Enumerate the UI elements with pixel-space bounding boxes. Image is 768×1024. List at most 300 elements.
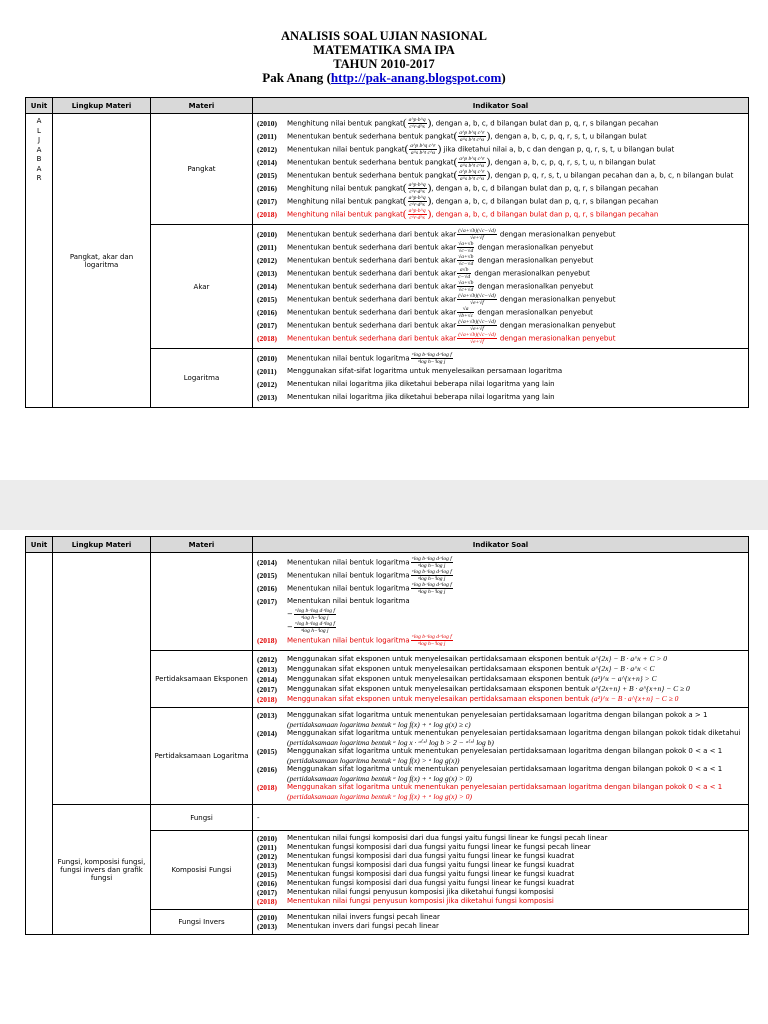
indicator-pre: Menentukan nilai bentuk logaritma (287, 354, 410, 363)
paren-close: ) (427, 208, 432, 220)
frac-num: (√a+√b)(√c−√d) (458, 228, 496, 234)
year-label: (2017) (257, 597, 277, 606)
indicator-text (287, 319, 744, 332)
table-row-fungsi (26, 805, 749, 831)
document-header (0, 0, 768, 85)
year-label: (2017) (257, 888, 277, 897)
log-fraction (294, 608, 336, 621)
indicator-pre: Menghitung nilai bentuk pangkat (287, 119, 403, 128)
formula-fraction (457, 280, 474, 293)
list-item (257, 208, 744, 221)
list-item (257, 852, 744, 861)
sub-dash: − (287, 610, 293, 618)
formula-fraction (408, 195, 427, 208)
list-item (257, 319, 744, 332)
header-author-line (0, 71, 768, 85)
table-row-pangkat (26, 114, 749, 225)
year-label: (2014) (257, 674, 277, 684)
frac-num: a√b (457, 267, 471, 274)
indicator-post: dengan merasionalkan penyebut (497, 295, 616, 304)
materi-cell-invers: Fungsi Invers (151, 910, 253, 935)
year-label: (2013) (257, 393, 277, 402)
indikator-cell-logaritma (253, 349, 749, 408)
paren-close: ) (427, 117, 432, 129)
indicator-post: dengan merasionalkan penyebut (475, 256, 594, 265)
list-item (257, 391, 744, 404)
inequality-formula: a^{2x} − B · a^x < C (591, 664, 655, 673)
list-item (257, 169, 744, 182)
indicator-text (287, 208, 744, 221)
indicator-pre: Menentukan bentuk sederhana dari bentuk akar (287, 256, 457, 265)
year-label: (2014) (257, 558, 277, 567)
indikator-cell-plog (253, 708, 749, 805)
list-item (257, 913, 744, 922)
year-label: (2018) (257, 334, 277, 343)
formula-fraction (408, 182, 427, 195)
year-label: (2017) (257, 684, 277, 694)
indicator-text: Menggunakan sifat logaritma untuk menentukan penyelesaian pertidaksamaan logaritma dengan bilangan pokok a > 1 (287, 711, 708, 719)
indicator-pre: Menghitung nilai bentuk pangkat (287, 197, 403, 206)
list-item-line-1 (257, 765, 744, 774)
indicator-text: Menggunakan sifat logaritma untuk menentukan penyelesaian pertidaksamaan logaritma dengan bilangan pokok 0 < a < 1 (287, 747, 723, 755)
frac-den: a^s b^t c^u (459, 137, 484, 143)
indicator-post: dengan merasionalkan penyebut (497, 230, 616, 239)
formula-fraction (408, 208, 427, 221)
materi-cell-eksponen: Pertidaksamaan Eksponen (151, 651, 253, 708)
inequality-formula: (a²)^x − a^{x+n} > C (591, 674, 657, 683)
year-label: (2012) (257, 145, 277, 154)
frac-den: a^s b^t c^u (459, 176, 484, 182)
year-label: (2010) (257, 834, 277, 843)
frac-num: ᵃlog b·ᶜlog d·ᵉlog f (411, 569, 452, 575)
indicator-pre: Menentukan bentuk sederhana bentuk pangkat (287, 132, 454, 141)
indicator-text (287, 654, 744, 664)
year-label: (2016) (257, 184, 277, 193)
indicator-post: dengan merasionalkan penyebut (472, 269, 590, 278)
list-item (257, 879, 744, 888)
list-item-line-1 (257, 729, 744, 738)
year-label: (2013) (257, 922, 277, 931)
list-item (257, 195, 744, 208)
indicator-text (287, 870, 744, 879)
year-label: (2016) (257, 584, 277, 593)
frac-den: √e+√f (470, 326, 484, 332)
paren-close: ) (486, 156, 491, 168)
indicator-body: Menggunakan sifat eksponen untuk menyelesaikan pertidaksamaan eksponen bentuk (287, 655, 592, 663)
year-label: (2018) (257, 210, 277, 219)
paren-open: ( (453, 156, 458, 168)
materi-cell-fungsi: Fungsi (151, 805, 253, 831)
sub-dash: − (287, 623, 293, 631)
frac-den: ᵍlog h−ⁱlog j (418, 589, 446, 595)
frac-num: √a+√b (458, 241, 474, 247)
indicator-post: dengan merasionalkan penyebut (475, 282, 594, 291)
indicator-text (287, 254, 744, 267)
year-label: (2014) (257, 158, 277, 167)
list-item-line-2 (257, 738, 744, 747)
col-header-unit: Unit (26, 98, 53, 114)
formula-fraction (411, 634, 453, 647)
frac-den: c^r·d^s (409, 202, 425, 208)
formula-fraction (457, 293, 497, 306)
year-label: (2010) (257, 230, 277, 239)
year-label: (2017) (257, 321, 277, 330)
indicator-post: , dengan a, b, c, d bilangan bulat dan p, q, r, s bilangan pecahan (431, 210, 659, 219)
indicator-text (287, 634, 744, 647)
list-item-sub-1 (257, 608, 744, 621)
list-item (257, 182, 744, 195)
year-label: (2017) (257, 197, 277, 206)
indicator-body: Menggunakan sifat eksponen untuk menyelesaikan pertidaksamaan eksponen bentuk (287, 675, 592, 683)
year-label: (2016) (257, 879, 277, 888)
list-item (257, 130, 744, 143)
indicator-pre: Menentukan bentuk sederhana dari bentuk akar (287, 230, 457, 239)
indicator-text (287, 674, 744, 684)
list-item (257, 922, 744, 931)
indicator-post: dengan merasionalkan penyebut (497, 334, 616, 343)
frac-num: a^p·b^q (408, 208, 426, 214)
year-label: (2013) (257, 711, 277, 720)
indicator-text (287, 306, 744, 319)
list-item (257, 378, 744, 391)
frac-num: (√a+√b)(√c−√d) (458, 293, 496, 299)
list-item (257, 747, 744, 765)
list-item (257, 897, 744, 906)
materi-cell-plog: Pertidaksamaan Logaritma (151, 708, 253, 805)
indicator-text (287, 380, 744, 389)
indicator-body: Menentukan fungsi komposisi dari dua fungsi yaitu fungsi linear ke fungsi kuadrat (287, 852, 575, 860)
paren-close: ) (486, 130, 491, 142)
indicator-formula-line: (pertidaksamaan logaritma bentuk ᵃ log f(x) > ᵃ log g(x)) (287, 756, 460, 765)
list-item (257, 241, 744, 254)
frac-num: √a+√b (458, 280, 474, 286)
indikator-cell-fungsi: - (253, 805, 749, 831)
paren-close: ) (486, 169, 491, 181)
frac-num: a^p b^q c^r (459, 169, 485, 175)
list-item (257, 156, 744, 169)
year-label: (2016) (257, 308, 277, 317)
year-label: (2012) (257, 380, 277, 389)
frac-num: √a (457, 306, 474, 313)
indicator-pre: Menentukan nilai bentuk logaritma (287, 558, 410, 567)
col-header-indikator: Indikator Soal (253, 98, 749, 114)
paren-open: ( (453, 169, 458, 181)
list-item (257, 654, 744, 664)
indicator-text: Menggunakan sifat logaritma untuk menentukan penyelesaian pertidaksamaan logaritma dengan bilangan pokok tidak diketahui (287, 729, 741, 737)
indicator-text (287, 694, 744, 704)
year-label: (2018) (257, 694, 277, 704)
list-item (257, 332, 744, 345)
table-header-row (26, 98, 749, 114)
indicator-text (287, 569, 744, 582)
indicator-post: dengan merasionalkan penyebut (497, 321, 616, 330)
page-gap (0, 480, 768, 530)
unit-letter: B (36, 155, 42, 163)
frac-den: √e+√f (470, 235, 484, 241)
list-item (257, 365, 744, 378)
list-item (257, 254, 744, 267)
indicator-text (287, 922, 744, 931)
year-label: (2015) (257, 870, 277, 879)
frac-den: √b+√c (458, 313, 474, 319)
paren-close: ) (437, 143, 442, 155)
frac-num: a^p b^q c^r (459, 156, 485, 162)
frac-num: a^p b^q c^r (459, 130, 485, 136)
list-item (257, 729, 744, 747)
formula-fraction (458, 169, 485, 182)
frac-den: ᵍlog h−ⁱlog j (301, 628, 329, 634)
indikator-cell-logaritma-cont (253, 553, 749, 651)
indicator-text (287, 195, 744, 208)
col-header-unit: Unit (26, 537, 53, 553)
year-label: (2012) (257, 256, 277, 265)
frac-num: (√a+√b)(√c−√d) (458, 319, 496, 325)
year-label: (2011) (257, 367, 277, 376)
indicator-post: jika diketahui nilai a, b, c dan dengan p, q, r, s, t, u bilangan bulat (441, 145, 675, 154)
header-title-line-1: ANALISIS SOAL UJIAN NASIONAL (281, 29, 487, 43)
year-label: (2018) (257, 636, 277, 645)
unit-letter: A (36, 164, 42, 173)
paren-close: ) (427, 195, 432, 207)
year-label: (2013) (257, 861, 277, 870)
blog-link[interactable]: http://pak-anang.blogspot.com (330, 70, 502, 85)
list-item (257, 595, 744, 608)
indicator-text (287, 843, 744, 852)
list-item (257, 143, 744, 156)
frac-den: c−√d (458, 274, 471, 280)
indicator-text (287, 582, 744, 595)
year-label: (2014) (257, 282, 277, 291)
indicator-body: Menggunakan sifat eksponen untuk menyelesaikan pertidaksamaan eksponen bentuk (287, 665, 592, 673)
year-label: (2015) (257, 295, 277, 304)
year-label: (2012) (257, 654, 277, 664)
indicator-text (287, 684, 744, 694)
indicator-pre: Menentukan nilai bentuk logaritma (287, 636, 410, 645)
frac-num: ᵃlog b·ᶜlog d·ᵉlog f (294, 621, 335, 627)
indicator-body: Menentukan nilai fungsi penyusun komposisi jika diketahui fungsi komposisi (287, 897, 554, 905)
indicator-body: Menentukan fungsi komposisi dari dua fungsi yaitu fungsi linear ke fungsi pecah linear (287, 843, 591, 851)
table-header-row (26, 537, 749, 553)
col-header-materi: Materi (151, 98, 253, 114)
indicator-body: Menentukan invers dari fungsi pecah linear (287, 922, 439, 930)
list-item (257, 870, 744, 879)
list-item (257, 634, 744, 647)
indicator-body: Menggunakan sifat eksponen untuk menyelesaikan pertidaksamaan eksponen bentuk (287, 695, 592, 703)
indicator-formula-line: (pertidaksamaan logaritma bentuk ᵃ log x · ᵃ⁽ˣ⁾ log b > 2 − ᵃ⁽ˣ⁾ log b) (287, 738, 494, 747)
year-label: (2016) (257, 765, 277, 774)
indicator-text (287, 117, 744, 130)
indicator-pre: Menentukan nilai bentuk logaritma (287, 597, 410, 605)
indicator-text (287, 332, 744, 345)
formula-fraction (457, 241, 474, 254)
formula-fraction (409, 143, 436, 156)
inequality-formula: (a²)^x − B · a^{x+n} − C ≥ 0 (591, 694, 679, 703)
unit-cell (26, 114, 53, 408)
frac-den: c^r·d^s (409, 189, 425, 195)
table-row-logaritma-cont (26, 553, 749, 651)
log-fraction (294, 621, 336, 634)
frac-num: a^p·b^q (408, 117, 426, 123)
list-item-line-2 (257, 756, 744, 765)
frac-den: a^s b^t c^u (459, 163, 484, 169)
indicator-text (287, 556, 744, 569)
indicator-formula-line: (pertidaksamaan logaritma bentuk ᵃ log f(x) + ᵃ log g(x) ≥ c) (287, 720, 471, 729)
list-item (257, 783, 744, 801)
frac-num: ᵃlog b·ᶜlog d·ᵉlog f (411, 352, 452, 358)
frac-den: a^s b^t c^u (410, 150, 435, 156)
indicator-text (287, 241, 744, 254)
link-close-paren: ) (501, 70, 506, 85)
indicator-post: , dengan a, b, c, d bilangan bulat dan p, q, r, s bilangan pecahan (431, 197, 659, 206)
frac-num: ᵃlog b·ᶜlog d·ᵉlog f (411, 634, 452, 640)
indicator-text (287, 367, 744, 376)
indicator-text (287, 293, 744, 306)
indicator-body: Menentukan fungsi komposisi dari dua fungsi yaitu fungsi linear ke fungsi kuadrat (287, 879, 575, 887)
year-label: (2013) (257, 664, 277, 674)
year-label: (2011) (257, 243, 277, 252)
list-item (257, 352, 744, 365)
frac-num: ᵃlog b·ᶜlog d·ᵉlog f (294, 608, 335, 614)
materi-cell-pangkat: Pangkat (151, 114, 253, 225)
analysis-table-page-1 (25, 97, 749, 408)
col-header-materi: Materi (151, 537, 253, 553)
list-item-line-2 (257, 774, 744, 783)
lingkup-cell: Pangkat, akar dan logaritma (53, 114, 151, 408)
frac-den: √c+√d (458, 287, 474, 293)
indicator-pre: Menggunakan sifat-sifat logaritma untuk menyelesaikan persamaan logaritma (287, 367, 563, 375)
indicator-post: , dengan p, q, r, s, t, u bilangan pecahan dan a, b, c, n bilangan bulat (490, 171, 734, 180)
year-label: (2010) (257, 354, 277, 363)
list-item (257, 556, 744, 569)
materi-cell-logaritma: Logaritma (151, 349, 253, 408)
paren-open: ( (402, 182, 407, 194)
formula-fraction (457, 267, 471, 280)
frac-num: a^p·b^q (408, 182, 426, 188)
indicator-text (287, 280, 744, 293)
indicator-text (287, 352, 744, 365)
formula-fraction (457, 254, 474, 267)
list-item (257, 694, 744, 704)
list-item (257, 306, 744, 319)
frac-den: c^r·d^s (409, 124, 425, 130)
frac-den: √e+√f (470, 339, 484, 345)
indikator-cell-komposisi (253, 831, 749, 910)
formula-fraction (458, 156, 485, 169)
link-open-paren: ( (326, 70, 331, 85)
unit-letter: A (36, 117, 42, 125)
formula-fraction (457, 319, 497, 332)
paren-open: ( (404, 143, 409, 155)
indicator-post: , dengan a, b, c, p, q, r, s, t, u bilangan bulat (490, 132, 647, 141)
year-label: (2018) (257, 897, 277, 906)
paren-open: ( (402, 117, 407, 129)
col-header-lingkup: Lingkup Materi (53, 98, 151, 114)
frac-den: √c−√d (458, 248, 474, 254)
frac-num: √a+√b (458, 254, 474, 260)
indicator-pre: Menentukan bentuk sederhana dari bentuk akar (287, 334, 457, 343)
year-label: (2011) (257, 843, 277, 852)
list-item (257, 280, 744, 293)
lingkup-cell-fungsi: Fungsi, komposisi fungsi, fungsi invers dan grafik fungsi (53, 805, 151, 935)
indicator-text (287, 664, 744, 674)
indicator-text (287, 852, 744, 861)
list-item (257, 664, 744, 674)
frac-num: (√a+√b)(√c−√d) (458, 332, 496, 338)
formula-fraction (411, 582, 453, 595)
frac-den: √c−√d (458, 261, 474, 267)
author-name: Pak Anang (262, 70, 324, 85)
frac-den: ᵍlog h−ⁱlog j (418, 359, 446, 365)
list-item (257, 293, 744, 306)
paren-open: ( (402, 208, 407, 220)
indicator-text: Menggunakan sifat logaritma untuk menentukan penyelesaian pertidaksamaan logaritma dengan bilangan pokok 0 < a < 1 (287, 765, 723, 773)
indicator-text (287, 182, 744, 195)
indicator-text (287, 597, 744, 606)
frac-num: ᵃlog b·ᶜlog d·ᵉlog f (411, 556, 452, 562)
indicator-pre: Menentukan bentuk sederhana dari bentuk akar (287, 321, 457, 330)
unit-letter: L (37, 126, 41, 135)
year-label: (2011) (257, 132, 277, 141)
indicator-text (287, 861, 744, 870)
list-item-line-1 (257, 747, 744, 756)
list-item (257, 711, 744, 729)
list-item-line-1 (257, 783, 744, 792)
year-label: (2010) (257, 913, 277, 922)
unit-letter: R (36, 174, 42, 182)
indicator-text (287, 130, 744, 143)
formula-fraction (458, 130, 485, 143)
indicator-text: Menggunakan sifat logaritma untuk menentukan penyelesaian pertidaksamaan logaritma dengan bilangan pokok 0 < a < 1 (287, 783, 723, 791)
indicator-post: dengan merasionalkan penyebut (475, 308, 593, 317)
indicator-post: dengan merasionalkan penyebut (475, 243, 594, 252)
frac-den: ᵍlog h−ⁱlog j (301, 615, 329, 621)
indicator-formula-line: (pertidaksamaan logaritma bentuk ᵃ log f(x) + ᵃ log g(x) > 0) (287, 774, 473, 783)
unit-letter: J (37, 136, 41, 144)
list-item (257, 117, 744, 130)
year-label: (2015) (257, 571, 277, 580)
list-item (257, 674, 744, 684)
indicator-body: Menentukan nilai fungsi komposisi dari dua fungsi yaitu fungsi linear ke fungsi pecah linear (287, 834, 608, 842)
header-title-line-2: MATEMATIKA SMA IPA (313, 43, 455, 57)
indikator-cell-akar (253, 225, 749, 349)
materi-cell-empty (151, 553, 253, 651)
frac-num: a^p b^q c^r (410, 143, 436, 149)
indicator-pre: Menentukan nilai bentuk logaritma (287, 584, 410, 593)
indicator-body: Menentukan nilai fungsi penyusun komposisi jika diketahui fungsi komposisi (287, 888, 554, 896)
formula-fraction (411, 556, 453, 569)
indicator-text (287, 228, 744, 241)
document-page-2 (0, 530, 768, 1024)
list-item (257, 684, 744, 694)
frac-den: c^r·d^s (409, 215, 425, 221)
document-page-1 (0, 0, 768, 480)
formula-fraction (408, 117, 427, 130)
indicator-text (287, 897, 744, 906)
formula-fraction (457, 332, 497, 345)
indicator-pre: Menentukan nilai bentuk pangkat (287, 145, 405, 154)
indicator-text (287, 879, 744, 888)
header-title-line-3: TAHUN 2010-2017 (333, 57, 435, 71)
indicator-pre: Menentukan bentuk sederhana bentuk pangkat (287, 158, 454, 167)
paren-open: ( (453, 130, 458, 142)
indicator-text (287, 834, 744, 843)
list-item (257, 228, 744, 241)
list-item (257, 861, 744, 870)
indicator-pre: Menentukan bentuk sederhana dari bentuk akar (287, 295, 457, 304)
indikator-cell-pangkat (253, 114, 749, 225)
indicator-text (287, 888, 744, 897)
inequality-formula: a^{2x+n} + B · a^{x+n} − C ≥ 0 (591, 684, 690, 693)
